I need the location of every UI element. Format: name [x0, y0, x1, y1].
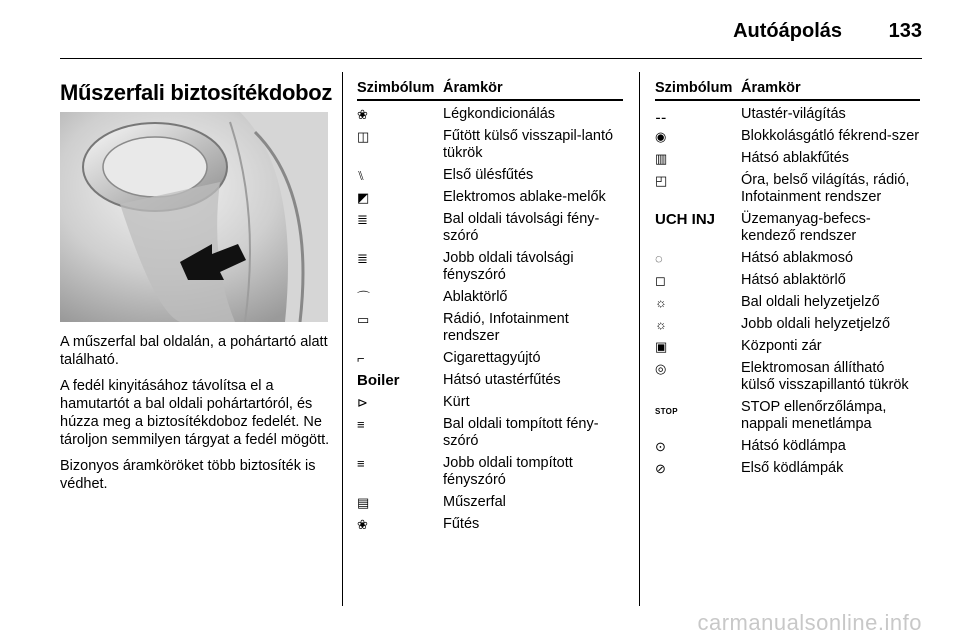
table-row: [655, 433, 920, 455]
table-row: [357, 411, 623, 450]
watermark: carmanualsonline.info: [697, 610, 922, 635]
circuit-name: Műszerfal: [443, 494, 506, 510]
wiper-icon: ⌒: [357, 290, 371, 305]
circuit-name: Jobb oldali helyzetjelző: [741, 316, 891, 332]
paragraph-instructions: A fedél kinyitásához távolítsa el a hamutartót a bal oldali pohártartóról, és húzza meg a biztosítékdoboz fedelét. Ne tároljon semmilyen tárgyat a fedél mögött.: [60, 378, 330, 448]
seat-heating-icon: ⑊: [357, 168, 365, 183]
col-header-circuit: Áramkör: [741, 80, 801, 96]
front-fog-icon: ⊘: [655, 461, 666, 476]
circuit-name: Elektromos ablake-melők: [443, 189, 606, 205]
heater-fan-icon: ❀: [357, 517, 368, 532]
parking-light-left-icon: ☼: [655, 295, 667, 310]
fuse-box-location-photo: [60, 112, 328, 322]
circuit-name: STOP ellenőrzőlámpa, nappali menetlámpa: [741, 399, 887, 432]
power-mirror-icon: ◎: [655, 361, 667, 376]
table-row: [357, 284, 623, 306]
circuit-name: Jobb oldali tompított fényszóró: [443, 455, 573, 488]
table-row: [655, 206, 920, 245]
circuit-name: Fűtött külső visszapil-lantó tükrök: [443, 128, 614, 161]
column-divider: [342, 72, 343, 606]
fuel-injection-label: UCH INJ: [655, 211, 716, 228]
table-row: [357, 450, 623, 489]
cigarette-lighter-icon: ⌐: [357, 351, 365, 366]
circuit-name: Hátsó utastérfűtés: [443, 372, 561, 388]
circuit-name: Utastér-világítás: [741, 106, 846, 122]
stop-label: STOP: [655, 407, 678, 416]
central-lock-icon: ▣: [655, 339, 668, 354]
boiler-label: Boiler: [357, 372, 400, 389]
circuit-name: Elektromosan állítható külső visszapillantó tükrök: [741, 360, 909, 393]
circuit-name: Ablaktörlő: [443, 289, 508, 305]
circuit-name: Blokkolásgátló fékrend-szer: [741, 128, 920, 144]
table-row: [357, 511, 623, 533]
circuit-name: Cigarettagyújtó: [443, 350, 541, 366]
table-header: [655, 80, 920, 101]
heated-mirror-icon: ◫: [357, 129, 370, 144]
parking-light-right-icon: ☼: [655, 317, 667, 332]
table-row: [655, 123, 920, 145]
paragraph-note: Bizonyos áramköröket több biztosíték is védhet.: [60, 458, 316, 492]
col-header-symbol: Szimbólum: [357, 80, 435, 96]
table-row: [655, 333, 920, 355]
col-header-symbol: Szimbólum: [655, 80, 733, 96]
column-divider: [639, 72, 640, 606]
circuit-name: Bal oldali tompított fény-szóró: [443, 416, 599, 449]
circuit-name: Első ülésfűtés: [443, 167, 534, 183]
circuit-name: Hátsó ködlámpa: [741, 438, 846, 454]
table-row: [655, 245, 920, 267]
horn-icon: ⊳: [357, 395, 368, 410]
table-header: [357, 80, 623, 101]
high-beam-right-icon: ≣: [357, 251, 368, 266]
page-header-title: Autóápolás: [733, 20, 842, 42]
rear-washer-icon: ◌: [655, 251, 663, 266]
table-row: [655, 455, 920, 477]
table-row: [357, 101, 623, 123]
rear-wiper-icon: ◻: [655, 273, 666, 288]
paragraph-location: A műszerfal bal oldalán, a pohártartó alatt található.: [60, 334, 328, 368]
col-header-circuit: Áramkör: [443, 80, 503, 96]
table-row: [655, 394, 920, 433]
intro-text: [60, 333, 332, 501]
power-window-icon: ◩: [357, 190, 370, 205]
rear-window-heating-icon: ▥: [655, 151, 668, 166]
table-row: [357, 184, 623, 206]
circuit-name: Üzemanyag-befecs-kendező rendszer: [741, 211, 871, 244]
circuit-name: Kürt: [443, 394, 470, 410]
fan-icon: ❀: [357, 107, 368, 122]
table-row: [655, 101, 920, 123]
table-row: [655, 267, 920, 289]
table-row: [357, 367, 623, 389]
table-row: [357, 245, 623, 284]
radio-icon: ▭: [357, 312, 370, 327]
abs-icon: ◉: [655, 129, 667, 144]
table-row: [655, 289, 920, 311]
fuse-table-2: [655, 80, 920, 477]
rear-fog-icon: ⊙: [655, 439, 666, 454]
table-row: [655, 311, 920, 333]
circuit-name: Fűtés: [443, 516, 480, 532]
circuit-name: Hátsó ablakmosó: [741, 250, 854, 266]
header-rule: [60, 58, 922, 59]
page-number: 133: [888, 20, 922, 42]
table-row: [357, 389, 623, 411]
circuit-name: Hátsó ablaktörlő: [741, 272, 846, 288]
high-beam-left-icon: ≣: [357, 212, 368, 227]
circuit-name: Óra, belső világítás, rádió, Infotainment rendszer: [741, 172, 910, 205]
instrument-panel-icon: ▤: [357, 495, 370, 510]
clock-icon: ◰: [655, 173, 668, 188]
table-row: [655, 355, 920, 394]
circuit-name: Rádió, Infotainment rendszer: [443, 311, 569, 344]
circuit-name: Légkondicionálás: [443, 106, 556, 122]
fuse-table-1: [357, 80, 623, 533]
section-title: Műszerfali biztosítékdoboz: [60, 80, 333, 105]
circuit-name: Hátsó ablakfűtés: [741, 150, 850, 166]
interior-light-icon: ⚋: [655, 107, 667, 122]
table-row: [655, 145, 920, 167]
table-row: [357, 206, 623, 245]
low-beam-left-icon: ≡: [357, 417, 365, 432]
table-row: [357, 489, 623, 511]
table-row: [357, 123, 623, 162]
circuit-name: Első ködlámpák: [741, 460, 844, 476]
table-row: [357, 345, 623, 367]
circuit-name: Bal oldali helyzetjelző: [741, 294, 880, 310]
table-row: [357, 162, 623, 184]
table-row: [357, 306, 623, 345]
circuit-name: Jobb oldali távolsági fényszóró: [443, 250, 574, 283]
table-row: [655, 167, 920, 206]
low-beam-right-icon: ≡: [357, 456, 365, 471]
circuit-name: Központi zár: [741, 338, 822, 354]
circuit-name: Bal oldali távolsági fény-szóró: [443, 211, 600, 244]
